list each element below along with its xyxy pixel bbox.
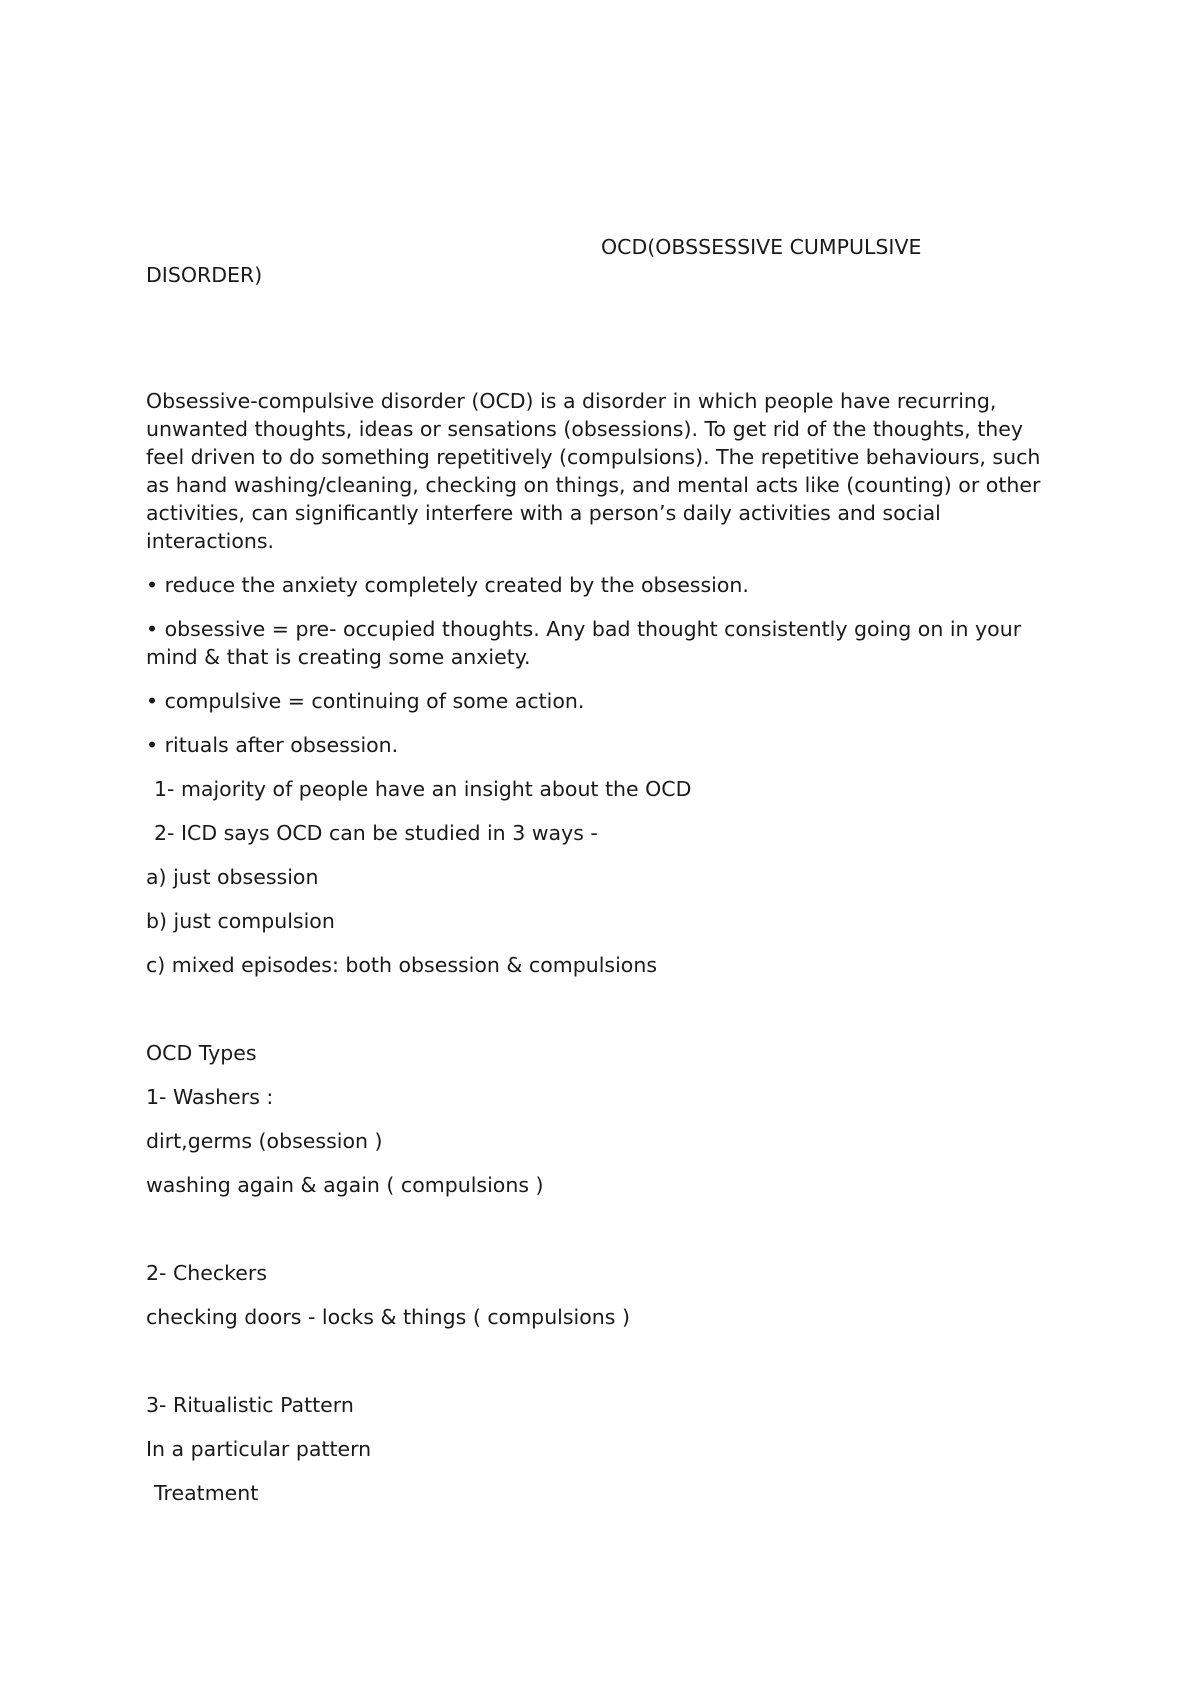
checkers-heading: 2- Checkers (146, 1261, 268, 1285)
way-item: c) mixed episodes: both obsession & compulsions (146, 953, 657, 977)
ritualistic-heading: 3- Ritualistic Pattern (146, 1393, 354, 1417)
document-title-line-2: DISORDER) (146, 263, 263, 287)
numbered-item: 2- ICD says OCD can be studied in 3 ways - (154, 821, 598, 845)
checkers-compulsion-line: checking doors - locks & things ( compulsions ) (146, 1305, 630, 1329)
bullet-item: • reduce the anxiety completely created by the obsession. (146, 573, 749, 597)
ritualistic-line: In a particular pattern (146, 1437, 372, 1461)
washers-obsession-line: dirt,germs (obsession ) (146, 1129, 383, 1153)
document-body (146, 233, 1066, 1507)
document-title-line-1: OCD(OBSSESSIVE CUMPULSIVE (601, 235, 922, 259)
treatment-heading: Treatment (154, 1481, 259, 1505)
types-heading: OCD Types (146, 1041, 257, 1065)
bullet-item: • rituals after obsession. (146, 733, 399, 757)
numbered-item: 1- majority of people have an insight about the OCD (154, 777, 692, 801)
bullet-item: • compulsive = continuing of some action. (146, 689, 585, 713)
way-item: a) just obsession (146, 865, 319, 889)
washers-compulsion-line: washing again & again ( compulsions ) (146, 1173, 544, 1197)
washers-heading: 1- Washers : (146, 1085, 274, 1109)
intro-paragraph: Obsessive-compulsive disorder (OCD) is a disorder in which people have recurring, unwanted thoughts, ideas or sensations (obsessions). To get rid of the thoughts, they feel driven to do something repetitively (compulsions). The repetitive behaviours, such as hand washing/cleaning, checking on things, and mental acts like (counting) or other activities, can significantly interfere with a person’s daily activities and social interactions. (146, 389, 1041, 553)
way-item: b) just compulsion (146, 909, 335, 933)
bullet-item: • obsessive = pre- occupied thoughts. Any bad thought consistently going on in your mind & that is creating some anxiety. (146, 617, 1022, 669)
